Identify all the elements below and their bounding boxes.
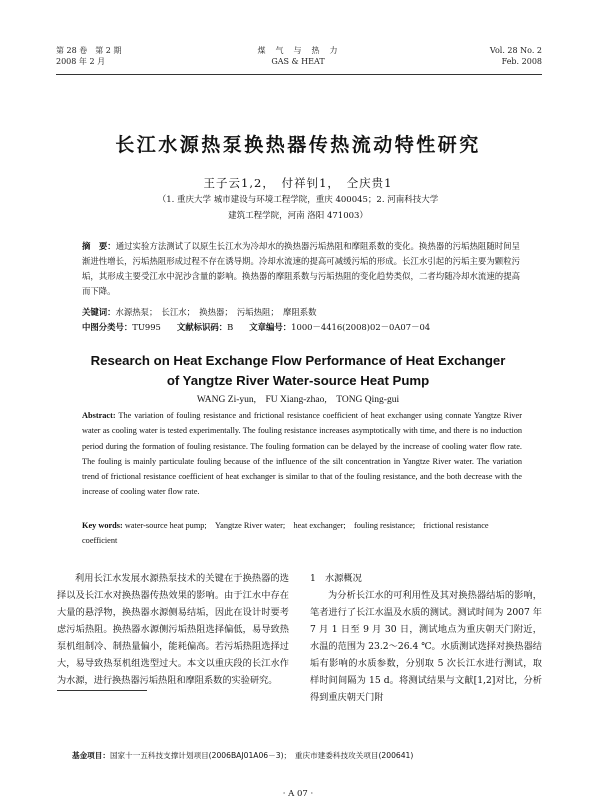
journal-volume-info-en: Vol. 28 No. 2 Feb. 2008 bbox=[489, 46, 542, 66]
abstract-cn-text: 通过实验方法测试了以原生长江水为冷却水的换热器污垢热阻和摩阻系数的变化。换热器的污垢热阻随时间呈渐进性增长，污垢热阻形成过程不存在诱导期。冷却水流速的提高可减缓污垢的形成。长江水引起的污垢主要为颗粒污垢，其形成主要受江水中泥沙含量的影响。换热器的摩阻系数与污垢热阻的变化趋势类似，二者均随冷却水流速的提高而下降。 bbox=[82, 241, 521, 296]
abstract-cn bbox=[82, 239, 520, 299]
funding-note bbox=[72, 750, 413, 761]
classification-cn: 中图分类号：TU995 文献标识码：B 文章编号：1000－4416(2008)02－0A07－04 bbox=[82, 322, 431, 332]
authors-cn: 王子云1,2， 付祥钊1， 仝庆贵1 bbox=[203, 176, 393, 190]
abstract-en bbox=[82, 408, 522, 500]
page-number: · A 07 · bbox=[282, 789, 314, 799]
keywords-en-text: water-source heat pump; Yangtze River water; heat exchanger; fouling resistance; frictional resistance coefficient bbox=[82, 521, 489, 546]
affiliation-cn: （1. 重庆大学 城市建设与环境工程学院，重庆 400045；2. 河南科技大学 建筑工程学院，河南 洛阳 471003） bbox=[157, 195, 439, 221]
header-rule bbox=[56, 74, 542, 75]
keywords-cn-label: 关键词： bbox=[82, 307, 116, 317]
body-column-right bbox=[310, 570, 542, 706]
abstract-en-text: The variation of fouling resistance and frictional resistance coefficient of heat exchanger using connate Yangtze River water as cooling water is tested experimentally. The fouling resistance increases asymptotically with time, and there is no induction period during the formation of fouling resistance. The fouling formation can be delayed by the increase of cooling water flow rate. The fouling is mainly particulate fouling because of the influence of the silt concentration in Yangtze River water. The variation trend of frictional resistance coefficient of heat exchanger is similar to that of the fouling resistance, and the both decrease with the increase of cooling water flow rate. bbox=[82, 411, 522, 497]
footnote-rule bbox=[57, 690, 147, 691]
abstract-cn-label: 摘 要： bbox=[82, 241, 116, 251]
body-paragraph: 为分析长江水的可利用性及其对换热器结垢的影响，笔者进行了长江水温及水质的测试。测试时间为 2007 年 7 月 1 日至 9 月 30 日，测试地点为重庆朝天门附近，水温的范围为 23.2～26.4 ℃。水质测试选择对换热器结垢有影响的水质参数，分别取 5 次长江水进行测试，取样时间间隔为 15 d。将测试结果与文献[1,2]对比，分析得到重庆朝天门附 bbox=[310, 590, 542, 703]
keywords-cn bbox=[82, 305, 520, 320]
journal-name: 煤 气 与 热 力 GAS & HEAT bbox=[257, 46, 339, 66]
keywords-en bbox=[82, 518, 522, 549]
body-column-left: 利用长江水发展水源热泵技术的关键在于换热器的选择以及长江水对换热器传热效果的影响。由于江水中存在大量的悬浮物，换热器水源侧易结垢，因此在设计时要考虑污垢热阻。换热器水源侧污垢热阻选择偏低，易导致热泵机组制冷、制热量偏小，能耗偏高。若污垢热阻选择过大，易导致热泵机组选型过大。本文以重庆段的长江水作为水源，进行换热器污垢热阻和摩阻系数的实验研究。 bbox=[57, 573, 289, 686]
abstract-en-label: Abstract: bbox=[82, 411, 116, 420]
authors-en: WANG Zi-yun, FU Xiang-zhao, TONG Qing-gui bbox=[196, 395, 400, 405]
funding-text: 国家十一五科技支撑计划项目(2006BAJ01A06－3)； 重庆市建委科技攻关项目(200641) bbox=[109, 751, 414, 760]
keywords-cn-text: 水源热泵； 长江水； 换热器； 污垢热阻； 摩阻系数 bbox=[115, 307, 317, 317]
section-heading: 1 水源概况 bbox=[310, 573, 362, 584]
keywords-en-label: Key words: bbox=[82, 521, 123, 530]
paper-title-cn: 长江水源热泵换热器传热流动特性研究 bbox=[115, 134, 481, 156]
paper-title-en: Research on Heat Exchange Flow Performance of Heat Exchanger of Yangtze River Water-source Heat Pump bbox=[90, 353, 506, 388]
journal-volume-info: 第 28 卷 第 2 期 2008 年 2 月 bbox=[56, 46, 122, 66]
funding-label: 基金项目： bbox=[72, 751, 110, 760]
